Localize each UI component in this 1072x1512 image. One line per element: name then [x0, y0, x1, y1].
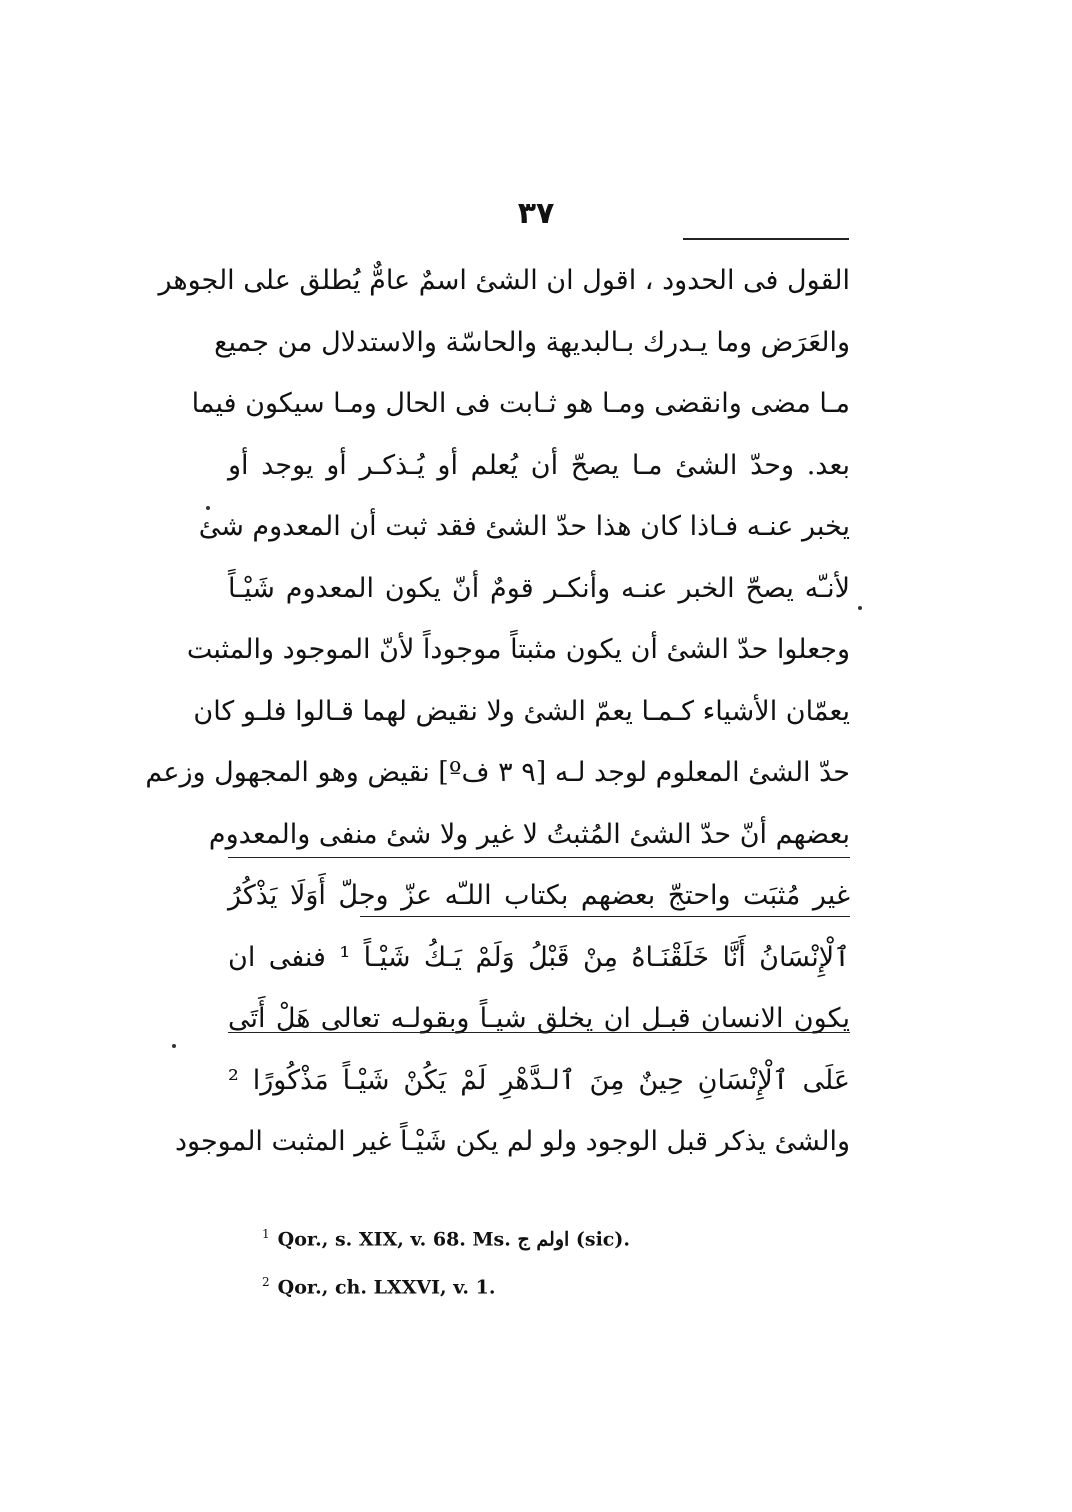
- text-line: مـا مضى وانقضى ومـا هو ثـابت فى الحال ومـا سيكون فيما: [191, 388, 850, 419]
- text-line: غير مُثبَت واحتجّ بعضهم بكتاب اللـّه عزّ وجلّ أَوَلَا يَذْكُرُ: [228, 880, 850, 911]
- page-number: ٣٧: [517, 196, 555, 231]
- text-line: يعمّان الأشياء كـمـا يعمّ الشئ ولا نقيض لهما قـالوا فلـو كان: [193, 695, 850, 727]
- text-line: والشئ يذكر قبل الوجود ولو لم يكن شَيْـاً غير المثبت الموجود: [174, 1126, 850, 1157]
- margin-speck: [206, 506, 210, 510]
- header-rule: [683, 238, 849, 240]
- footnote-text: Qor., s. XIX, v. 68. Ms. اولم ج (sic).: [277, 1228, 630, 1251]
- margin-speck: [172, 1044, 176, 1048]
- text-line: يخبر عنـه فـاذا كان هذا حدّ الشئ فقد ثبت أن المعدوم شئ: [198, 511, 850, 542]
- quote-rule: [228, 1032, 850, 1033]
- text-line: والعَرَض وما يـدرك بـالبديهة والحاسّة والاستدلال من جميع: [214, 326, 850, 358]
- text-line: ٱلْإِنْسَانُ أَنَّا خَلَقْنَـاهُ مِنْ قَبْلُ وَلَمْ يَـكُ شَيْـاً ¹ فنفى ان: [228, 941, 850, 973]
- footnote-text: Qor., ch. LXXVI, v. 1.: [277, 1276, 496, 1299]
- quote-rule: [228, 857, 850, 858]
- text-line: لأنـّه يصحّ الخبر عنـه وأنكـر قومٌ أنّ يكون المعدوم شَيْـاً: [228, 572, 850, 604]
- footnote: [262, 1258, 822, 1306]
- text-line: وجعلوا حدّ الشئ أن يكون مثبتاً موجوداً لأنّ الموجود والمثبت: [186, 634, 850, 665]
- quote-rule: [360, 916, 850, 917]
- arabic-body-text: [145, 250, 850, 1173]
- footnote-mark: 1: [262, 1227, 270, 1241]
- footnote-mark: 2: [262, 1275, 270, 1289]
- text-line: يكون الانسان قبـل ان يخلق شيـاً وبقولـه تعالى هَلْ أَتَى: [228, 1003, 850, 1034]
- text-line: بعضهم أنّ حدّ الشئ المُثبتُ لا غير ولا شئ منفى والمعدوم: [208, 818, 850, 850]
- text-line: عَلَى ٱلْإِنْسَانِ حِينٌ مِنَ ٱلـدَّهْرِ لَمْ يَكُنْ شَيْـاً مَذْكُورًا ²: [228, 1064, 850, 1096]
- margin-speck: [858, 606, 862, 610]
- text-line: حدّ الشئ المعلوم لوجد لـه [٩ ٣ فº] نقيض وهو المجهول وزعم: [145, 757, 850, 788]
- text-line: بعد. وحدّ الشئ مـا يصحّ أن يُعلم أو يُـذكـر أو يوجد أو: [228, 449, 850, 481]
- text-line: القول فى الحدود ، اقول ان الشئ اسمٌ عامٌّ يُطلق على الجوهر: [158, 265, 850, 296]
- footnotes: [262, 1210, 822, 1306]
- footnote: [262, 1210, 822, 1258]
